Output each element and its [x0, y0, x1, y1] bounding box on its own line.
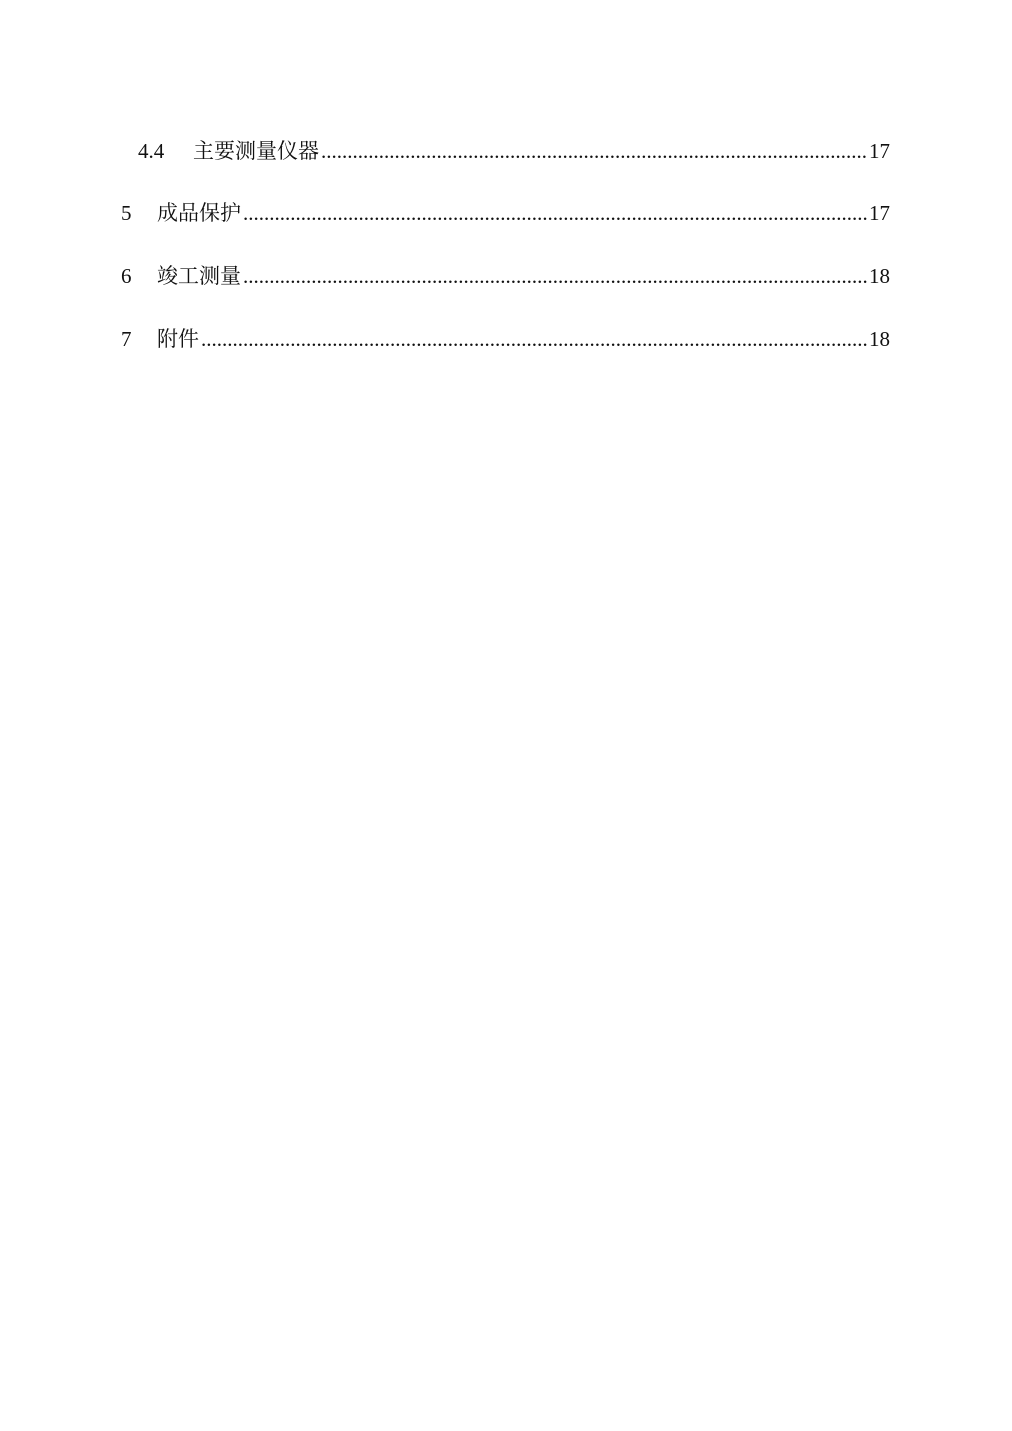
- toc-entry-page-number: 17: [869, 139, 890, 163]
- toc-dot-leader: [243, 262, 867, 290]
- toc-entry-number: 7: [121, 327, 132, 351]
- toc-dot-leader: [201, 325, 867, 353]
- toc-dot-leader: [321, 137, 867, 165]
- toc-entry-5[interactable]: [121, 199, 890, 227]
- toc-entry-title: 成品保护: [157, 201, 241, 225]
- toc-entry-page-number: 18: [869, 327, 890, 351]
- toc-entry-page-number: 17: [869, 201, 890, 225]
- toc-entry-6[interactable]: [121, 262, 890, 290]
- toc-entry-7[interactable]: [121, 325, 890, 353]
- toc-entry-title: 竣工测量: [157, 264, 241, 288]
- toc-entry-title: 附件: [157, 327, 199, 351]
- toc-entry-4-4[interactable]: [138, 137, 890, 165]
- toc-dot-leader: [243, 199, 867, 227]
- toc-entry-number: 5: [121, 201, 132, 225]
- toc-entry-number: 4.4: [138, 139, 165, 163]
- toc-entry-title: 主要测量仪器: [193, 139, 319, 163]
- toc-entry-number: 6: [121, 264, 132, 288]
- toc-entry-page-number: 18: [869, 264, 890, 288]
